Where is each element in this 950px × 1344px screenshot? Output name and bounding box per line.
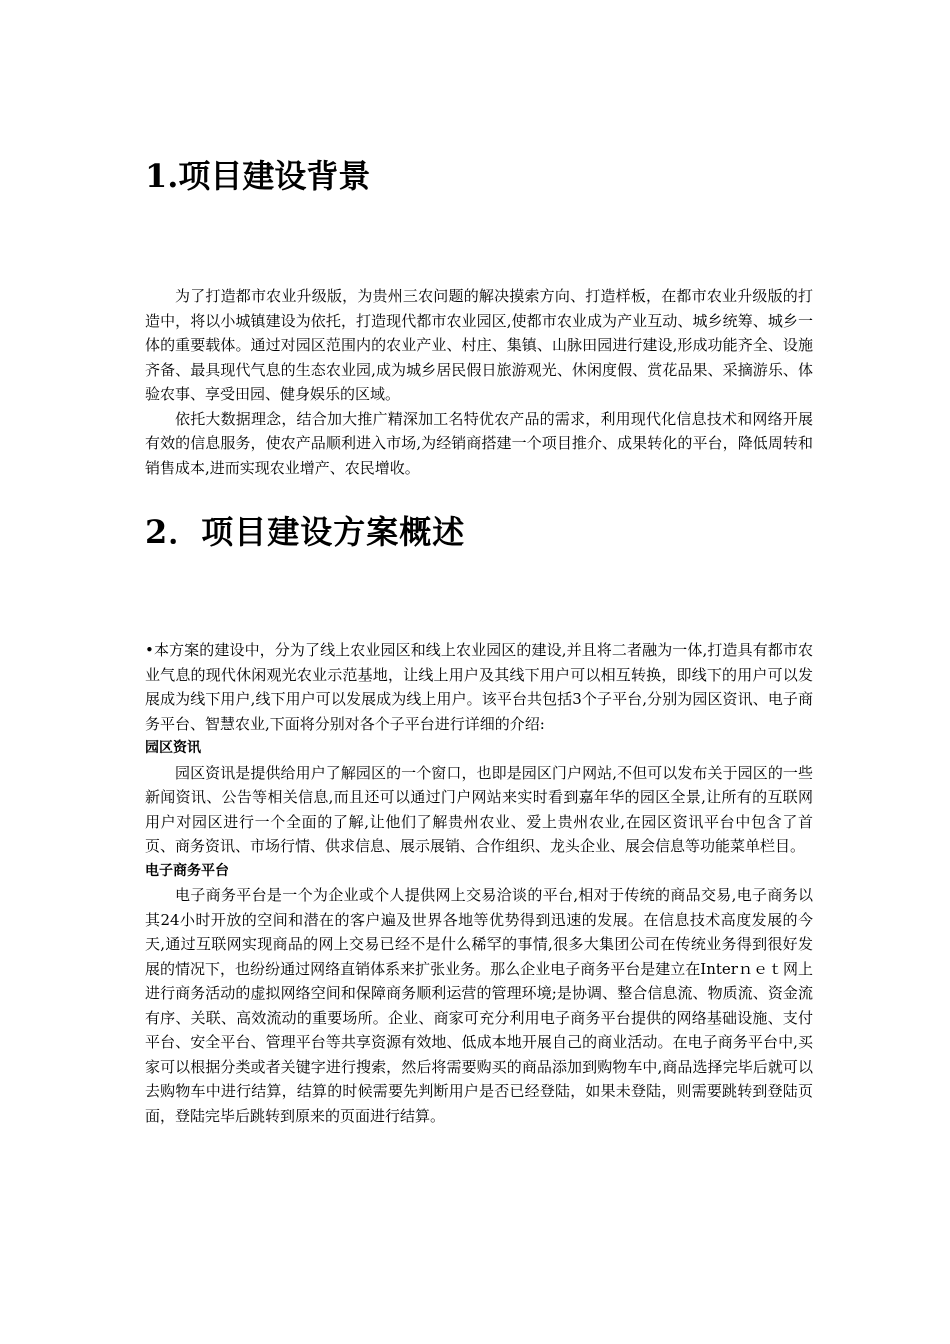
subsection-park-info-text: 园区资讯是提供给用户了解园区的一个窗口，也即是园区门户网站,不但可以发布关于园区的一些新闻资讯、公告等相关信息,而且还可以通过门户网站来实时看到嘉年华的园区全景,让所有的互联网用户对园区进行一个全面的了解,让他们了解贵州农业、爱上贵州农业,在园区资讯平台中包含了首页、商务资讯、市场行情、供求信息、展示展销、合作组织、龙头企业、展会信息等功能菜单栏目。	[145, 763, 813, 855]
subsection-ecommerce-text: 电子商务平台是一个为企业或个人提供网上交易洽谈的平台,相对于传统的商品交易,电子商务以其24小时开放的空间和潜在的客户遍及世界各地等优势得到迅速的发展。在信息技术高度发展的今天,通过互联网实现商品的网上交易已经不是什么稀罕的事情,很多大集团公司在传统业务得到很好发展的情况下，也纷纷通过网络直销体系来扩张业务。那么企业电子商务平台是建立在Interｎｅｔ网上进行商务活动的虚拟网络空间和保障商务顺利运营的管理环境;是协调、整合信息流、物质流、资金流有序、关联、高效流动的重要场所。企业、商家可充分利用电子商务平台提供的网络基础设施、支付平台、安全平台、管理平台等共享资源有效地、低成本地开展自己的商业活动。在电子商务平台中,买家可以根据分类或者关键字进行搜索，然后将需要购买的商品添加到购物车中,商品选择完毕后就可以去购物车中进行结算，结算的时候需要先判断用户是否已经登陆，如果未登陆，则需要跳转到登陆页面，登陆完毕后跳转到原来的页面进行结算。	[145, 886, 813, 1125]
subsection-ecommerce-title: 电子商务平台	[145, 862, 229, 879]
section-2-body	[145, 638, 813, 1128]
subsection-park-info-title: 园区资讯	[145, 740, 201, 756]
section-1-paragraph-1: 为了打造都市农业升级版，为贵州三农问题的解决摸索方向、打造样板，在都市农业升级版的打造中，将以小城镇建设为依托，打造现代都市农业园区,使都市农业成为产业互动、城乡统筹、城乡一体的重要载体。通过对园区范围内的农业产业、村庄、集镇、山脉田园进行建设,形成功能齐全、设施齐备、最具现代气息的生态农业园,成为城乡居民假日旅游观光、休闲度假、赏花品果、采摘游乐、体验农事、享受田园、健身娱乐的区域。	[145, 287, 813, 403]
section-1-body	[145, 284, 813, 480]
section-2-heading: 2．项目建设方案概述	[145, 513, 466, 551]
section-1-paragraph-2: 依托大数据理念，结合加大推广精深加工名特优农产品的需求，利用现代化信息技术和网络开展有效的信息服务，使农产品顺利进入市场,为经销商搭建一个项目推介、成果转化的平台，降低周转和销售成本,进而实现农业增产、农民增收。	[145, 409, 813, 477]
section-1-heading: 1.项目建设背景	[145, 157, 371, 195]
section-2-intro-paragraph: •本方案的建设中，分为了线上农业园区和线上农业园区的建设,并且将二者融为一体,打造具有都市农业气息的现代休闲观光农业示范基地，让线上用户及其线下用户可以相互转换，即线下的用户可以发展成为线下用户,线下用户可以发展成为线上用户。该平台共包括3个子平台,分别为园区资讯、电子商务平台、智慧农业,下面将分别对各个子平台进行详细的介绍:	[145, 641, 813, 733]
